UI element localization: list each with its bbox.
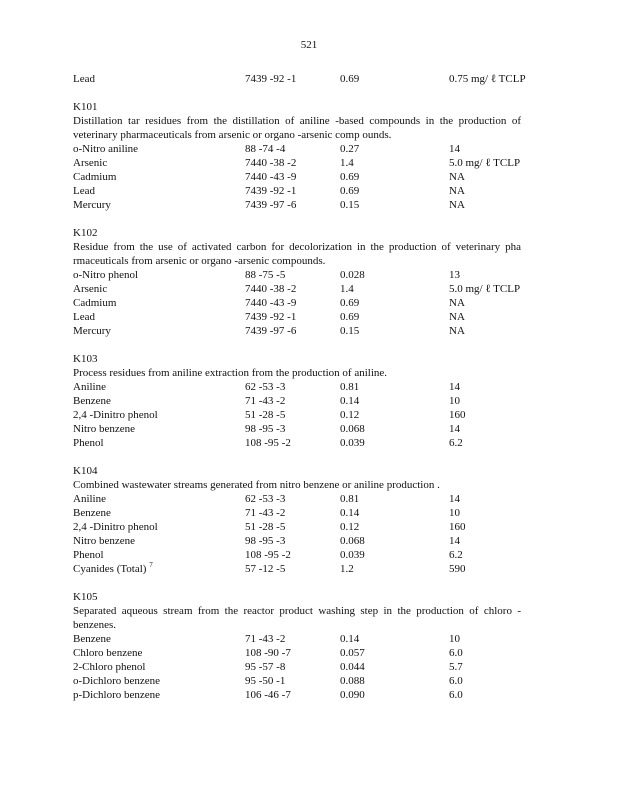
wastewater-standard: 0.14 <box>340 507 360 519</box>
wastewater-standard: 0.12 <box>340 521 360 533</box>
wastewater-standard: 0.14 <box>340 395 360 407</box>
cas-number: 7439 -97 -6 <box>245 199 297 211</box>
wastewater-standard: 0.69 <box>340 185 360 197</box>
wastewater-standard: 0.81 <box>340 493 360 505</box>
nonwastewater-standard: 6.0 <box>449 675 463 687</box>
nonwastewater-standard: NA <box>449 297 465 309</box>
constituent-name: Benzene <box>73 507 111 519</box>
constituent-cell <box>73 198 111 212</box>
wastewater-standard: 0.69 <box>340 73 360 85</box>
table-row <box>73 674 533 688</box>
cas-number: 51 -28 -5 <box>245 409 286 421</box>
cas-number: 88 -74 -4 <box>245 143 286 155</box>
page-number: 521 <box>300 39 318 51</box>
wastewater-standard: 0.090 <box>340 689 365 701</box>
constituent-name: o-Nitro phenol <box>73 269 139 281</box>
constituent-cell <box>73 632 111 646</box>
table-row <box>73 282 533 296</box>
constituent-cell <box>73 296 116 310</box>
nonwastewater-standard: 5.0 mg/ ℓ TCLP <box>449 157 521 169</box>
table-row <box>73 324 533 338</box>
constituent-name: Phenol <box>73 437 104 449</box>
waste-code: K101 <box>73 101 98 113</box>
nonwastewater-standard: 14 <box>449 423 460 435</box>
constituent-name: Arsenic <box>73 157 108 169</box>
cas-number: 108 -95 -2 <box>245 437 291 449</box>
constituent-cell <box>73 184 95 198</box>
wastewater-standard: 0.068 <box>340 535 365 547</box>
table-row <box>73 660 533 674</box>
constituent-name: p-Dichloro benzene <box>73 689 161 701</box>
waste-description: Process residues from aniline extraction from the production of aniline. <box>73 367 388 379</box>
nonwastewater-standard: 14 <box>449 535 460 547</box>
cas-number: 98 -95 -3 <box>245 535 286 547</box>
nonwastewater-standard: 10 <box>449 507 460 519</box>
constituent-name: Aniline <box>73 493 106 505</box>
table-row <box>73 184 533 198</box>
constituent-cell <box>73 408 158 422</box>
wastewater-standard: 1.2 <box>340 563 354 575</box>
table-row <box>73 72 533 86</box>
constituent-name: o-Dichloro benzene <box>73 675 161 687</box>
waste-code-section <box>73 590 533 702</box>
wastewater-standard: 0.12 <box>340 409 360 421</box>
constituent-name: Mercury <box>73 199 111 211</box>
nonwastewater-standard: NA <box>449 311 465 323</box>
constituent-name: Nitro benzene <box>73 535 135 547</box>
constituent-cell <box>73 562 153 576</box>
footnote-marker: 7 <box>149 561 153 569</box>
constituent-cell <box>73 506 111 520</box>
waste-description: Combined wastewater streams generated from nitro benzene or aniline production . <box>73 479 440 491</box>
constituent-name: Arsenic <box>73 283 108 295</box>
constituent-cell <box>73 142 138 156</box>
table-row <box>73 506 533 520</box>
nonwastewater-standard: NA <box>449 325 465 337</box>
constituent-cell <box>73 492 106 506</box>
cas-number: 7440 -38 -2 <box>245 283 297 295</box>
nonwastewater-standard: 10 <box>449 633 460 645</box>
wastewater-standard: 0.028 <box>340 269 365 281</box>
table-row <box>73 548 533 562</box>
waste-code-section <box>73 226 533 338</box>
nonwastewater-standard: 14 <box>449 493 460 505</box>
waste-code-section <box>73 100 533 212</box>
constituent-cell <box>73 310 95 324</box>
cas-number: 98 -95 -3 <box>245 423 286 435</box>
waste-description: Distillation tar residues from the distillation of aniline -based compounds in the production of veterinary pharmaceuticals from arsenic or organo -arsenic comp ounds. <box>73 115 521 141</box>
cas-number: 7440 -43 -9 <box>245 171 297 183</box>
wastewater-standard: 0.14 <box>340 633 360 645</box>
cas-number: 57 -12 -5 <box>245 563 286 575</box>
nonwastewater-standard: 10 <box>449 395 460 407</box>
table-row <box>73 198 533 212</box>
waste-code-sections <box>73 100 533 702</box>
cas-number: 108 -90 -7 <box>245 647 291 659</box>
wastewater-standard: 0.044 <box>340 661 365 673</box>
waste-code: K102 <box>73 227 98 239</box>
nonwastewater-standard: NA <box>449 185 465 197</box>
constituent-name: Benzene <box>73 633 111 645</box>
wastewater-standard: 1.4 <box>340 283 354 295</box>
constituent-cell <box>73 646 142 660</box>
constituent-name: o-Nitro aniline <box>73 143 139 155</box>
constituent-name: Benzene <box>73 395 111 407</box>
table-row <box>73 170 533 184</box>
wastewater-standard: 0.039 <box>340 549 365 561</box>
wastewater-standard: 0.27 <box>340 143 360 155</box>
waste-code-section <box>73 352 533 450</box>
cas-number: 7439 -97 -6 <box>245 325 297 337</box>
wastewater-standard: 0.057 <box>340 647 365 659</box>
cas-number: 88 -75 -5 <box>245 269 286 281</box>
nonwastewater-standard: 590 <box>449 563 466 575</box>
constituent-cell <box>73 170 116 184</box>
nonwastewater-standard: 14 <box>449 381 460 393</box>
waste-code-section <box>73 464 533 576</box>
wastewater-standard: 0.69 <box>340 171 360 183</box>
constituent-cell <box>73 436 104 450</box>
table-row <box>73 520 533 534</box>
cas-number: 106 -46 -7 <box>245 689 291 701</box>
cas-number: 7439 -92 -1 <box>245 311 297 323</box>
waste-description: Residue from the use of activated carbon for decolorization in the production of veterinary pha rmaceuticals from arsenic or organo -arsenic compounds. <box>73 241 521 267</box>
wastewater-standard: 0.15 <box>340 199 360 211</box>
constituent-cell <box>73 520 158 534</box>
table-row <box>73 492 533 506</box>
constituent-cell <box>73 422 135 436</box>
cas-number: 71 -43 -2 <box>245 395 286 407</box>
wastewater-standard: 0.81 <box>340 381 360 393</box>
constituent-cell <box>73 324 111 338</box>
constituent-cell <box>73 660 145 674</box>
cas-number: 62 -53 -3 <box>245 381 286 393</box>
cas-number: 51 -28 -5 <box>245 521 286 533</box>
cas-number: 108 -95 -2 <box>245 549 291 561</box>
wastewater-standard: 0.088 <box>340 675 365 687</box>
table-row <box>73 534 533 548</box>
cas-number: 95 -50 -1 <box>245 675 286 687</box>
constituent-name: 2,4 -Dinitro phenol <box>73 409 158 421</box>
constituent-cell <box>73 282 107 296</box>
nonwastewater-standard: 6.2 <box>449 437 463 449</box>
table-row <box>73 394 533 408</box>
nonwastewater-standard: 160 <box>449 409 466 421</box>
constituent-name: Lead <box>73 73 95 85</box>
table-row <box>73 156 533 170</box>
cas-number: 71 -43 -2 <box>245 507 286 519</box>
constituent-cell <box>73 380 106 394</box>
constituent-cell <box>73 268 138 282</box>
constituent-name: Cyanides (Total) <box>73 563 147 575</box>
cas-number: 71 -43 -2 <box>245 633 286 645</box>
wastewater-standard: 0.039 <box>340 437 365 449</box>
constituent-name: Lead <box>73 185 95 197</box>
constituent-cell <box>73 534 135 548</box>
table-row <box>73 688 533 702</box>
waste-code: K104 <box>73 465 98 477</box>
nonwastewater-standard: 6.0 <box>449 689 463 701</box>
constituent-cell <box>73 674 160 688</box>
nonwastewater-standard: 160 <box>449 521 466 533</box>
constituent-name: Aniline <box>73 381 106 393</box>
constituent-name: 2-Chloro phenol <box>73 661 146 673</box>
cas-number: 7440 -38 -2 <box>245 157 297 169</box>
nonwastewater-standard: 13 <box>449 269 460 281</box>
table-row <box>73 436 533 450</box>
cas-number: 95 -57 -8 <box>245 661 286 673</box>
constituent-name: Chloro benzene <box>73 647 143 659</box>
nonwastewater-standard: 14 <box>449 143 460 155</box>
nonwastewater-standard: 6.0 <box>449 647 463 659</box>
constituent-cell <box>73 688 160 702</box>
nonwastewater-standard: 6.2 <box>449 549 463 561</box>
nonwastewater-standard: 5.0 mg/ ℓ TCLP <box>449 283 521 295</box>
document-body <box>73 72 533 702</box>
table-row <box>73 408 533 422</box>
table-row <box>73 296 533 310</box>
constituent-name: Mercury <box>73 325 111 337</box>
table-row <box>73 310 533 324</box>
table-row <box>73 142 533 156</box>
constituent-name: Phenol <box>73 549 104 561</box>
wastewater-standard: 0.068 <box>340 423 365 435</box>
constituent-cell <box>73 394 111 408</box>
nonwastewater-standard: NA <box>449 171 465 183</box>
table-row <box>73 380 533 394</box>
cas-number: 7439 -92 -1 <box>245 185 297 197</box>
wastewater-standard: 1.4 <box>340 157 354 169</box>
constituent-name: Cadmium <box>73 297 117 309</box>
constituent-cell <box>73 548 104 562</box>
cas-number: 62 -53 -3 <box>245 493 286 505</box>
wastewater-standard: 0.69 <box>340 297 360 309</box>
constituent-cell <box>73 156 107 170</box>
wastewater-standard: 0.15 <box>340 325 360 337</box>
nonwastewater-standard: NA <box>449 199 465 211</box>
waste-code: K103 <box>73 353 98 365</box>
table-row <box>73 646 533 660</box>
constituent-name: Cadmium <box>73 171 117 183</box>
waste-code: K105 <box>73 591 98 603</box>
constituent-name: Lead <box>73 311 95 323</box>
table-row <box>73 632 533 646</box>
wastewater-standard: 0.69 <box>340 311 360 323</box>
waste-description: Separated aqueous stream from the reactor product washing step in the production of chloro - benzenes. <box>73 605 521 631</box>
table-row <box>73 268 533 282</box>
table-row <box>73 422 533 436</box>
nonwastewater-standard: 0.75 mg/ ℓ TCLP <box>449 73 526 85</box>
cas-number: 7440 -43 -9 <box>245 297 297 309</box>
constituent-name: Nitro benzene <box>73 423 135 435</box>
constituent-name: 2,4 -Dinitro phenol <box>73 521 158 533</box>
nonwastewater-standard: 5.7 <box>449 661 463 673</box>
table-row <box>73 562 533 576</box>
cas-number: 7439 -92 -1 <box>245 73 297 85</box>
